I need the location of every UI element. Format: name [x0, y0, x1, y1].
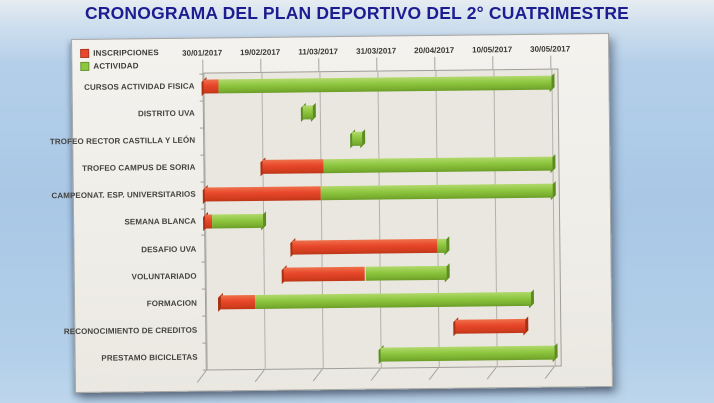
- bar-segment-actividad: [352, 132, 362, 146]
- actividad-swatch-icon: [80, 62, 89, 71]
- chart-legend: [80, 46, 159, 73]
- bar-segment-actividad: [321, 184, 553, 201]
- task-row: [206, 312, 554, 343]
- task-row: [205, 177, 553, 208]
- timeline: [203, 70, 554, 370]
- date-axis: [182, 43, 571, 73]
- task-label: TROFEO CAMPUS DE SORIA: [82, 162, 196, 174]
- task-label: CAMPEONAT. ESP. UNIVERSITARIOS: [51, 190, 196, 201]
- axis-foot-line: [429, 368, 439, 381]
- bar-segment-actividad: [302, 106, 312, 120]
- bar-segment-actividad: [218, 76, 552, 94]
- axis-tick: [550, 56, 551, 69]
- axis-tick-label: 20/04/2017: [414, 45, 455, 56]
- task-label: PRESTAMO BICICLETAS: [101, 352, 198, 363]
- bar-segment-inscripciones: [292, 239, 437, 255]
- bar-segment-inscripciones: [456, 319, 526, 334]
- task-label: DISTRITO UVA: [137, 108, 195, 119]
- task-label: FORMACION: [146, 298, 198, 308]
- bar-segment-actividad: [255, 292, 531, 309]
- task-label: VOLUNTARIADO: [131, 271, 197, 282]
- bar-segment-actividad: [365, 266, 446, 281]
- axis-tick-label: 31/03/2017: [356, 46, 397, 56]
- axis-foot-line: [197, 370, 207, 383]
- legend-item-actividad: [80, 59, 159, 73]
- axis-tick-label: 19/02/2017: [240, 47, 281, 58]
- task-row: [204, 123, 552, 154]
- task-row: [204, 150, 552, 181]
- bar-segment-actividad: [212, 214, 263, 229]
- bar-segment-actividad: [381, 345, 555, 361]
- axis-tick: [492, 56, 493, 69]
- bar-segment-inscripciones: [262, 159, 323, 174]
- axis-tick-label: 30/05/2017: [530, 44, 571, 54]
- axis-tick: [376, 58, 377, 71]
- axis-foot-line: [255, 370, 265, 383]
- bar-segment-inscripciones: [205, 186, 321, 201]
- task-label: CURSOS ACTIVIDAD FISICA: [84, 81, 195, 92]
- task-row: [203, 70, 551, 101]
- axis-foot-line: [313, 369, 323, 382]
- legend-label: INSCRIPCIONES: [93, 48, 159, 58]
- bar-segment-actividad: [323, 157, 552, 174]
- bar-segment-inscripciones: [203, 80, 218, 94]
- legend-label: ACTIVIDAD: [93, 61, 139, 71]
- axis-tick: [260, 59, 261, 72]
- task-row: [204, 97, 552, 128]
- axis-tick: [434, 57, 435, 70]
- task-label: RECONOCIMIENTO DE CREDITOS: [63, 325, 198, 337]
- bar-segment-inscripciones: [284, 267, 365, 282]
- axis-feet: [206, 367, 554, 391]
- task-labels: [49, 73, 201, 372]
- page-title: CRONOGRAMA DEL PLAN DEPORTIVO DEL 2° CUATRIMESTRE: [84, 3, 630, 23]
- bar-segment-inscripciones: [220, 295, 255, 309]
- task-label: TROFEO RECTOR CASTILLA Y LEÓN: [49, 135, 196, 147]
- axis-foot-line: [371, 368, 381, 381]
- task-row: [206, 285, 554, 316]
- chart-panel: [49, 33, 613, 393]
- plot-area: [202, 69, 561, 371]
- task-label: SEMANA BLANCA: [124, 217, 197, 227]
- axis-tick-label: 11/03/2017: [298, 47, 339, 57]
- axis-tick: [202, 60, 203, 73]
- axis-tick-label: 10/05/2017: [472, 45, 513, 55]
- inscripciones-swatch-icon: [80, 49, 89, 58]
- task-row: [206, 258, 554, 289]
- task-row: [206, 339, 554, 370]
- bar-segment-actividad: [437, 239, 446, 253]
- axis-tick: [318, 58, 319, 71]
- task-label: DESAFIO UVA: [141, 244, 197, 254]
- legend-item-inscripciones: [80, 46, 159, 60]
- axis-tick-label: 30/01/2017: [182, 48, 223, 58]
- task-row: [205, 204, 553, 235]
- task-row: [205, 231, 553, 262]
- axis-foot-line: [487, 367, 497, 380]
- axis-foot-line: [545, 366, 555, 379]
